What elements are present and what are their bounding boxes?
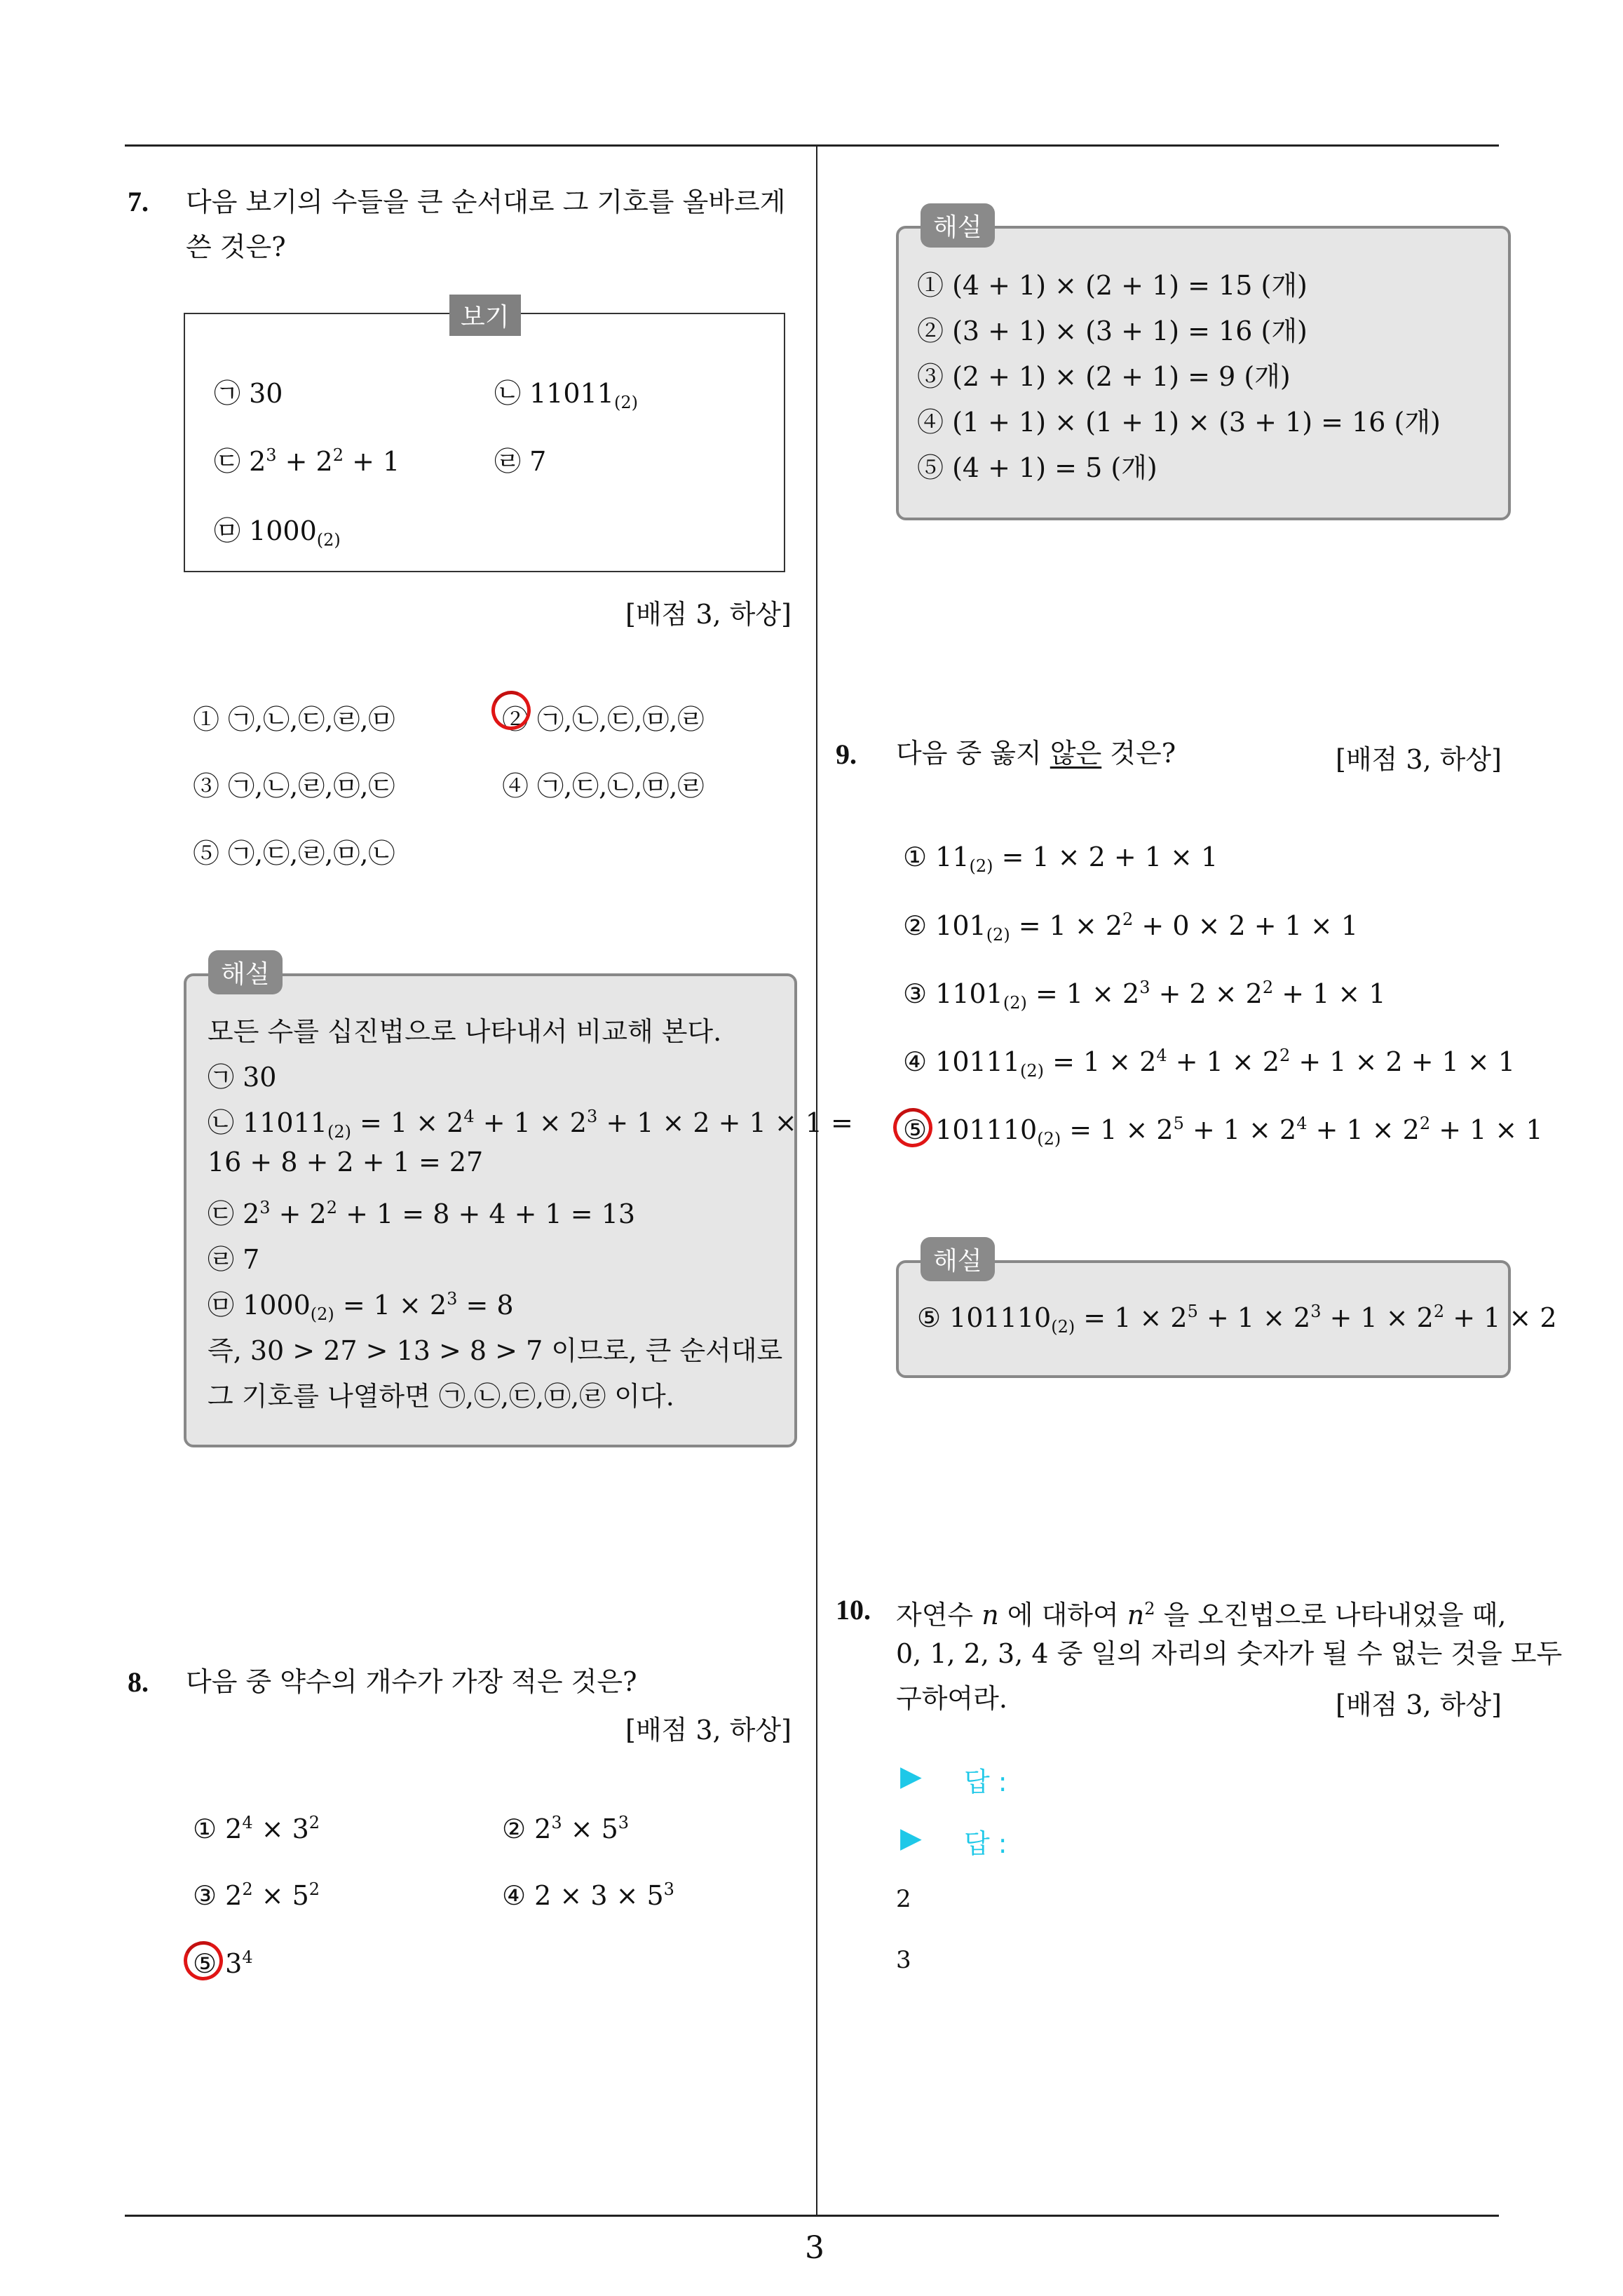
- q7-sol-line6: ㉣ 7: [208, 1244, 260, 1275]
- bogi-item-d: ㉣ 7: [494, 446, 547, 477]
- q7-solution-title: 해설: [208, 950, 283, 994]
- q7-choice-3[interactable]: ③ ㉠,㉡,㉣,㉤,㉢: [193, 771, 395, 802]
- q7-sol-line8: 즉, 30 > 27 > 13 > 8 > 7 이므로, 큰 순서대로: [208, 1335, 783, 1366]
- bogi-item-e: ㉤ $1000_{(2)}$: [214, 515, 341, 550]
- question-9-text: 다음 중 옳지 않은 것은?: [896, 738, 1176, 769]
- q8-choice-4[interactable]: ④ $2 \times 3 \times 5^3$: [502, 1879, 674, 1911]
- bogi-item-c: ㉢ $2^3 + 2^2 + 1$: [214, 445, 400, 477]
- q8-sol-line1: ① (4 + 1) × (2 + 1) = 15 (개): [917, 270, 1308, 301]
- answer-value-2: 3: [896, 1946, 911, 1974]
- column-divider: [816, 146, 817, 2216]
- q7-sol-line7: ㉤ $1000_{(2)} = 1 \times 2^3 = 8$: [208, 1289, 514, 1324]
- q9-choice-5[interactable]: ⑤ $101110_{(2)} = 1 \times 2^5 + 1 \times 2^4 + 1 \times 2^2 + 1 \times 1$: [903, 1114, 1543, 1149]
- q8-sol-line4: ④ (1 + 1) × (1 + 1) × (3 + 1) = 16 (개): [917, 407, 1441, 438]
- bogi-item-a: ㉠ 30: [214, 378, 283, 409]
- answer-value-1: 2: [896, 1885, 911, 1913]
- q9-choice-2[interactable]: ② $101_{(2)} = 1 \times 2^2 + 0 \times 2 + 1 \times 1$: [903, 910, 1359, 945]
- q8-sol-line2: ② (3 + 1) × (3 + 1) = 16 (개): [917, 316, 1308, 346]
- q7-sol-line9: 그 기호를 나열하면 ㉠,㉡,㉢,㉤,㉣ 이다.: [208, 1381, 674, 1412]
- question-8-number: 8.: [128, 1666, 149, 1698]
- question-7-text-line2: 쓴 것은?: [186, 231, 286, 262]
- answer-arrow-icon-1: ▶: [900, 1760, 922, 1792]
- question-7-score: [배점 3, 하상]: [625, 599, 792, 630]
- question-9-number: 9.: [836, 738, 857, 770]
- q7-choice-1[interactable]: ① ㉠,㉡,㉢,㉣,㉤: [193, 704, 395, 735]
- question-10-line1: 자연수 n 에 대하여 $n^2$ 을 오진법으로 나타내었을 때,: [896, 1599, 1507, 1630]
- bottom-rule: [125, 2215, 1499, 2217]
- q9-choice-3[interactable]: ③ $1101_{(2)} = 1 \times 2^3 + 2 \times 2^2 + 1 \times 1$: [903, 978, 1386, 1013]
- page-number: 3: [805, 2230, 824, 2266]
- question-10-line2: 0, 1, 2, 3, 4 중 일의 자리의 숫자가 될 수 없는 것을 모두: [896, 1638, 1563, 1669]
- q8-sol-line3: ③ (2 + 1) × (2 + 1) = 9 (개): [917, 361, 1291, 392]
- answer-label-2: 답 :: [964, 1828, 1007, 1859]
- question-8-score: [배점 3, 하상]: [625, 1715, 792, 1745]
- q8-choice-3[interactable]: ③ $2^2 \times 5^2$: [193, 1879, 320, 1911]
- q7-choice-4[interactable]: ④ ㉠,㉢,㉡,㉤,㉣: [502, 771, 705, 802]
- top-rule: [125, 144, 1499, 147]
- q7-sol-line4: 16 + 8 + 2 + 1 = 27: [208, 1147, 484, 1177]
- q7-choice-2[interactable]: ② ㉠,㉡,㉢,㉤,㉣: [502, 704, 705, 735]
- q9-solution-title: 해설: [921, 1237, 995, 1281]
- question-10-line3: 구하여라.: [896, 1683, 1007, 1714]
- question-10-score: [배점 3, 하상]: [1336, 1689, 1502, 1720]
- q8-choice-2[interactable]: ② $2^3 \times 5^3$: [502, 1813, 630, 1844]
- question-8-text: 다음 중 약수의 개수가 가장 적은 것은?: [186, 1666, 637, 1697]
- q8-sol-line5: ⑤ (4 + 1) = 5 (개): [917, 452, 1157, 483]
- question-7-text-line1: 다음 보기의 수들을 큰 순서대로 그 기호를 올바르게: [186, 187, 786, 217]
- answer-arrow-icon-2: ▶: [900, 1822, 922, 1854]
- q9-sol-line1: ⑤ $101110_{(2)} = 1 \times 2^5 + 1 \times 2^3 + 1 \times 2^2 + 1 \times 2$: [917, 1302, 1557, 1337]
- q7-sol-line2: ㉠ 30: [208, 1062, 277, 1093]
- question-10-number: 10.: [836, 1594, 871, 1626]
- q7-sol-line1: 모든 수를 십진법으로 나타내서 비교해 본다.: [208, 1016, 722, 1047]
- q7-choice-5[interactable]: ⑤ ㉠,㉢,㉣,㉤,㉡: [193, 838, 395, 869]
- bogi-item-b: ㉡ $11011_{(2)}$: [494, 378, 638, 412]
- bogi-title: 보기: [449, 295, 521, 336]
- q8-solution-title: 해설: [921, 203, 995, 248]
- answer-label-1: 답 :: [964, 1767, 1007, 1797]
- q7-sol-line3: ㉡ $11011_{(2)} = 1 \times 2^4 + 1 \times 2^3 + 1 \times 2 + 1 \times 1$ =: [208, 1107, 853, 1142]
- question-7-number: 7.: [128, 186, 149, 217]
- question-9-score: [배점 3, 하상]: [1336, 744, 1502, 775]
- q9-choice-1[interactable]: ① $11_{(2)} = 1 \times 2 + 1 \times 1$: [903, 842, 1218, 876]
- q9-choice-4[interactable]: ④ $10111_{(2)} = 1 \times 2^4 + 1 \times 2^2 + 1 \times 2 + 1 \times 1$: [903, 1046, 1516, 1081]
- q8-choice-5[interactable]: ⑤ $3^4$: [193, 1947, 253, 1979]
- q7-sol-line5: ㉢ $2^3 + 2^2 + 1 = 8 + 4 + 1 = 13$: [208, 1198, 636, 1229]
- q8-choice-1[interactable]: ① $2^4 \times 3^2$: [193, 1813, 320, 1844]
